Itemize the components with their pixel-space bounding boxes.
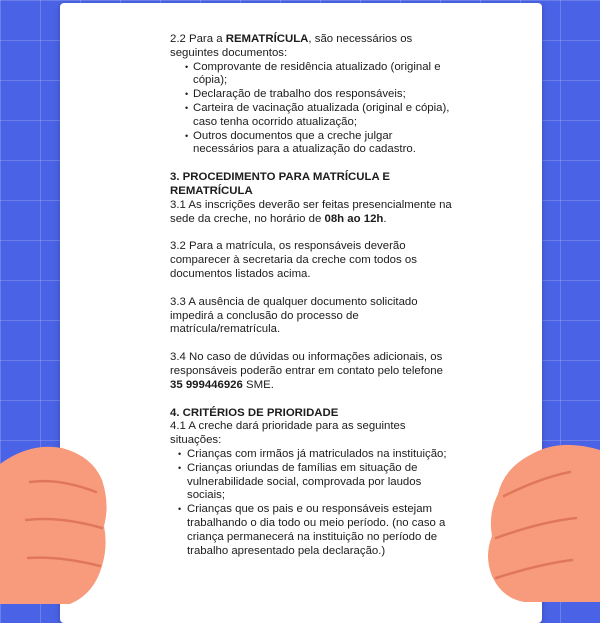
list-item: • Outros documentos que a creche julgar necessários para a atualização do cadastro. — [181, 130, 455, 158]
paragraph-3-4: 3.4 No caso de dúvidas ou informações adicionais, os responsáveis poderão entrar em contato pelo telefone 35 999446926 SME. — [170, 351, 443, 391]
section-3-heading: 3. PROCEDIMENTO PARA MATRÍCULA E REMATRÍCULA — [170, 171, 391, 197]
list-item: • Carteira de vacinação atualizada (original e cópia), caso tenha ocorrido atualização; — [181, 102, 455, 130]
paragraph-3-1: 3.1 As inscrições deverão ser feitas presencialmente na sede da creche, no horário de 08h ao 12h. — [170, 198, 452, 225]
list-item: • Crianças oriundas de famílias em situação de vulnerabilidade social, comprovada por laudos sociais; — [174, 462, 455, 503]
paragraph-4-1: 4.1 A creche dará prioridade para as seguintes situações: — [170, 420, 406, 447]
list-item: • Crianças que os pais e ou responsáveis estejam trabalhando o dia todo ou meio período. (no caso a criança permanecerá na instituição no período de trabalho apresentado pela declaração.) — [174, 503, 455, 558]
section-2-2-lead: 2.2 Para a REMATRÍCULA, são necessários os seguintes documentos: — [170, 33, 413, 59]
list-item: • Comprovante de residência atualizado (original e cópia); — [181, 61, 455, 89]
left-hand-illustration — [0, 434, 115, 604]
right-hand-illustration — [480, 442, 600, 602]
paragraph-3-2: 3.2 Para a matrícula, os responsáveis deverão comparecer à secretaria da creche com todos os documentos listados acima. — [170, 240, 417, 280]
paragraph-3-3: 3.3 A ausência de qualquer documento solicitado impedirá a conclusão do processo de matrícula/rematrícula. — [170, 295, 418, 336]
list-item: • Declaração de trabalho dos responsáveis; — [181, 88, 455, 102]
rematricula-documents-list — [181, 61, 455, 158]
document-content — [170, 33, 455, 558]
section-4-heading: 4. CRITÉRIOS DE PRIORIDADE — [170, 406, 339, 419]
priority-criteria-list — [174, 448, 455, 558]
list-item: • Crianças com irmãos já matriculados na instituição; — [174, 448, 455, 462]
